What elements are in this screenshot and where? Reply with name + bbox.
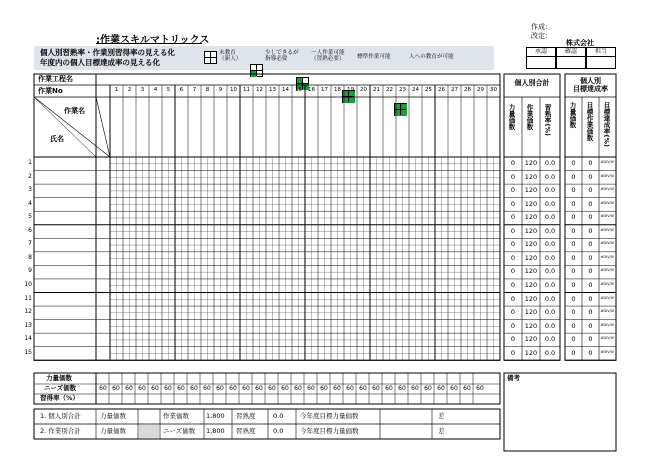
row-target-force: 0 <box>571 348 576 357</box>
diagonal-line <box>96 97 110 157</box>
row-force-value: 0 <box>510 213 516 222</box>
row-force-value: 0 <box>510 335 516 344</box>
row-work-value: 120 <box>524 280 538 289</box>
revised-label: 改定: <box>531 32 548 40</box>
row-target-work: 0 <box>588 267 593 276</box>
legend-label: 標準作業可能 <box>357 54 391 60</box>
company-label: 株式会社 <box>566 39 594 47</box>
row-work-value: 120 <box>524 294 538 303</box>
summary-key: 力量価数 <box>100 412 126 420</box>
column-number: 20 <box>360 87 367 93</box>
row-work-value: 120 <box>524 240 538 249</box>
row-number: 3 <box>28 186 32 194</box>
row-target-force: 0 <box>571 335 576 344</box>
needs-value: 60 <box>294 385 302 392</box>
needs-value: 60 <box>437 385 445 392</box>
summary-key: 作業価数 <box>163 412 189 420</box>
target-title: 個人別 目標達成率 <box>573 77 608 94</box>
row-work-value: 120 <box>524 308 538 317</box>
needs-total-label: ニーズ価数 <box>44 384 77 392</box>
summary-key: 今年度目標力量価数 <box>300 427 359 435</box>
column-number: 21 <box>373 87 380 93</box>
approval-label: 確認 <box>564 48 577 55</box>
summary-grey-cell <box>139 425 159 438</box>
summary-key: 力量価数 <box>100 427 126 435</box>
row-rate-value: 0.0 <box>544 199 556 208</box>
row-target-work: 0 <box>588 240 593 249</box>
created-label: 作成: <box>531 23 548 31</box>
page-title: :作業スキルマトリックス <box>96 35 210 46</box>
row-target-rate: #DIV/0! <box>600 295 615 300</box>
column-number: 17 <box>321 87 328 93</box>
row-work-value: 120 <box>524 213 538 222</box>
hidden-line <box>34 97 96 157</box>
row-number: 6 <box>28 226 32 234</box>
row-rate-value: 0.0 <box>544 267 556 276</box>
summary-key: 習熟度 <box>236 427 256 435</box>
needs-value: 60 <box>268 385 276 392</box>
summary-key: ニーズ価数 <box>163 427 196 435</box>
banner-line1: 個人別習熟率・作業別習得率の見える化 <box>40 48 175 57</box>
banner-line2: 年度内の個人目標達成率の見える化 <box>40 58 160 67</box>
summary-value: 0.0 <box>273 427 284 435</box>
process-label: 作業工程名 <box>38 75 73 83</box>
needs-value: 60 <box>346 385 354 392</box>
needs-value: 60 <box>125 385 133 392</box>
individual-col-header: 力量価数 <box>507 104 516 130</box>
row-work-value: 120 <box>524 226 538 235</box>
row-target-force: 0 <box>571 294 576 303</box>
row-target-force: 0 <box>571 267 576 276</box>
row-rate-value: 0.0 <box>544 213 556 222</box>
row-force-value: 0 <box>510 226 516 235</box>
column-number: 12 <box>256 87 263 93</box>
summary-key: 差 <box>438 412 445 420</box>
row-target-rate: #DIV/0! <box>600 336 615 341</box>
needs-value: 60 <box>359 385 367 392</box>
needs-value: 60 <box>138 385 146 392</box>
approval-label: 承認 <box>534 48 547 55</box>
row-target-force: 0 <box>571 186 576 195</box>
legend-label: 人への教育が可能 <box>409 54 454 60</box>
target-col-header: 目標達成率(%) <box>602 102 611 147</box>
row-rate-value: 0.0 <box>544 172 556 181</box>
row-number: 7 <box>28 240 32 248</box>
row-target-rate: #DIV/0! <box>600 187 615 192</box>
needs-value: 60 <box>372 385 380 392</box>
row-work-value: 120 <box>524 199 538 208</box>
summary-value: 1,800 <box>206 427 225 435</box>
needs-value: 60 <box>463 385 471 392</box>
row-work-value: 120 <box>524 253 538 262</box>
column-number: 25 <box>425 87 432 93</box>
row-target-work: 0 <box>588 294 593 303</box>
column-number: 16 <box>308 87 315 93</box>
needs-value: 60 <box>450 385 458 392</box>
needs-value: 60 <box>333 385 341 392</box>
row-target-rate: #DIV/0! <box>600 268 615 273</box>
needs-value: 60 <box>151 385 159 392</box>
needs-value: 60 <box>190 385 198 392</box>
summary-label: 1. 個人別合計 <box>40 412 81 420</box>
row-rate-value: 0.0 <box>544 253 556 262</box>
row-number: 9 <box>28 267 32 275</box>
approval-label: 担当 <box>594 48 607 55</box>
row-target-rate: #DIV/0! <box>600 214 615 219</box>
column-number: 13 <box>269 87 276 93</box>
individual-col-header: 習熟率(%) <box>543 104 552 136</box>
row-target-rate: #DIV/0! <box>600 281 615 286</box>
row-number: 11 <box>24 294 32 302</box>
column-number: 5 <box>166 87 171 93</box>
legend-label: 少しできるが 指導必要 <box>265 50 299 63</box>
row-target-rate: #DIV/0! <box>600 349 615 354</box>
row-target-force: 0 <box>571 280 576 289</box>
row-target-force: 0 <box>571 159 576 167</box>
column-number: 30 <box>490 87 497 93</box>
row-target-force: 0 <box>571 240 576 249</box>
row-force-value: 0 <box>510 294 516 303</box>
row-target-rate: #DIV/0! <box>600 200 615 205</box>
row-target-force: 0 <box>571 213 576 222</box>
column-number: 26 <box>438 87 445 93</box>
column-number: 23 <box>399 87 406 93</box>
needs-value: 60 <box>398 385 406 392</box>
needs-value: 60 <box>242 385 250 392</box>
row-number: 10 <box>24 280 32 288</box>
row-rate-value: 0.0 <box>544 226 556 235</box>
row-work-value: 120 <box>524 335 538 344</box>
summary-label: 2. 作業別合計 <box>40 427 81 435</box>
column-number: 29 <box>477 87 484 93</box>
individual-title: 個人別合計 <box>514 79 550 87</box>
column-number: 7 <box>192 87 197 93</box>
row-target-work: 0 <box>588 186 593 195</box>
row-rate-value: 0.0 <box>544 335 556 344</box>
row-target-work: 0 <box>588 159 593 167</box>
summary-key: 今年度目標力量価数 <box>300 412 359 420</box>
row-target-force: 0 <box>571 199 576 208</box>
column-number: 27 <box>451 87 458 93</box>
row-work-value: 120 <box>524 159 538 167</box>
needs-value: 60 <box>476 385 484 392</box>
needs-value: 60 <box>203 385 211 392</box>
row-work-value: 120 <box>524 321 538 330</box>
row-target-rate: #DIV/0! <box>600 173 615 178</box>
row-rate-value: 0.0 <box>544 280 556 289</box>
column-number: 18 <box>334 87 341 93</box>
legend-label: 未教育 （新人） <box>219 50 242 63</box>
row-rate-value: 0.0 <box>544 348 556 357</box>
note-label: 備考 <box>507 374 520 382</box>
row-target-work: 0 <box>588 280 593 289</box>
matrix-frame <box>34 74 500 360</box>
summary-key: 差 <box>438 427 445 435</box>
row-target-work: 0 <box>588 308 593 317</box>
needs-value: 60 <box>99 385 107 392</box>
summary-value: 0.0 <box>273 412 284 420</box>
needs-value: 60 <box>320 385 328 392</box>
row-number: 12 <box>24 308 32 316</box>
legend-label: 一人作業可能 （習熟必要） <box>311 50 345 63</box>
column-number: 19 <box>347 87 354 93</box>
row-number: 5 <box>28 213 32 221</box>
row-number: 2 <box>28 172 32 180</box>
row-target-work: 0 <box>588 348 593 357</box>
needs-value: 60 <box>112 385 120 392</box>
row-rate-value: 0.0 <box>544 321 556 330</box>
column-number: 24 <box>412 87 419 93</box>
needs-value: 60 <box>255 385 263 392</box>
row-target-force: 0 <box>571 253 576 262</box>
column-number: 15 <box>295 87 302 93</box>
target-col-header: 力量価数 <box>568 102 577 128</box>
column-number: 6 <box>179 87 184 93</box>
row-target-work: 0 <box>588 253 593 262</box>
column-number: 10 <box>230 87 237 93</box>
row-target-rate: #DIV/0! <box>600 227 615 232</box>
column-number: 28 <box>464 87 471 93</box>
row-target-rate: #DIV/0! <box>600 309 615 314</box>
target-col-header: 目標作業価数 <box>585 102 594 141</box>
row-target-work: 0 <box>588 172 593 181</box>
work-no-label: 作業No <box>38 87 63 95</box>
column-number: 2 <box>127 87 132 93</box>
needs-value: 60 <box>177 385 185 392</box>
row-force-value: 0 <box>510 240 516 249</box>
row-rate-value: 0.0 <box>544 159 556 167</box>
needs-value: 60 <box>164 385 172 392</box>
row-force-value: 0 <box>510 348 516 357</box>
individual-col-header: 作業価数 <box>525 104 534 130</box>
work-name-label: 作業名 <box>64 107 85 115</box>
row-force-value: 0 <box>510 321 516 330</box>
row-work-value: 120 <box>524 267 538 276</box>
row-target-rate: #DIV/0! <box>600 254 615 259</box>
note-frame <box>504 373 616 451</box>
row-force-value: 0 <box>510 253 516 262</box>
person-label: 氏名 <box>50 135 64 143</box>
row-number: 4 <box>28 199 32 207</box>
row-target-rate: #DIV/0! <box>600 241 615 246</box>
row-force-value: 0 <box>510 199 516 208</box>
row-force-value: 0 <box>510 308 516 317</box>
row-work-value: 120 <box>524 186 538 195</box>
row-force-value: 0 <box>510 159 516 167</box>
column-number: 11 <box>243 87 250 93</box>
row-number: 1 <box>28 159 32 166</box>
row-target-rate: #DIV/0! <box>600 322 615 327</box>
row-force-value: 0 <box>510 186 516 195</box>
row-target-force: 0 <box>571 308 576 317</box>
needs-value: 60 <box>385 385 393 392</box>
column-number: 8 <box>205 87 210 93</box>
needs-value: 60 <box>281 385 289 392</box>
row-number: 15 <box>24 348 32 356</box>
row-force-value: 0 <box>510 280 516 289</box>
force-total-label: 力量価数 <box>46 374 72 382</box>
row-target-work: 0 <box>588 335 593 344</box>
needs-value: 60 <box>411 385 419 392</box>
column-number: 3 <box>140 87 145 93</box>
column-number: 14 <box>282 87 289 93</box>
row-target-work: 0 <box>588 226 593 235</box>
row-target-work: 0 <box>588 199 593 208</box>
column-number: 9 <box>218 87 223 93</box>
row-rate-value: 0.0 <box>544 308 556 317</box>
row-target-force: 0 <box>571 172 576 181</box>
row-rate-value: 0.0 <box>544 294 556 303</box>
row-target-work: 0 <box>588 321 593 330</box>
row-number: 13 <box>24 321 32 329</box>
needs-value: 60 <box>424 385 432 392</box>
needs-value: 60 <box>307 385 315 392</box>
row-target-rate: #DIV/0! <box>600 160 615 164</box>
acquire-rate-label: 習得率（%） <box>40 394 80 402</box>
row-target-force: 0 <box>571 226 576 235</box>
row-force-value: 0 <box>510 172 516 181</box>
needs-value: 60 <box>216 385 224 392</box>
diagonal-line <box>34 97 110 157</box>
row-work-value: 120 <box>524 348 538 357</box>
column-number: 4 <box>153 87 158 93</box>
row-number: 14 <box>24 335 32 343</box>
row-target-work: 0 <box>588 213 593 222</box>
column-number: 1 <box>114 87 119 93</box>
row-number: 8 <box>28 253 32 261</box>
row-rate-value: 0.0 <box>544 240 556 249</box>
summary-key: 習熟度 <box>236 412 256 420</box>
row-target-force: 0 <box>571 321 576 330</box>
row-rate-value: 0.0 <box>544 186 556 195</box>
summary-value: 1,800 <box>206 412 225 420</box>
row-work-value: 120 <box>524 172 538 181</box>
column-number: 22 <box>386 87 393 93</box>
row-force-value: 0 <box>510 267 516 276</box>
needs-value: 60 <box>229 385 237 392</box>
